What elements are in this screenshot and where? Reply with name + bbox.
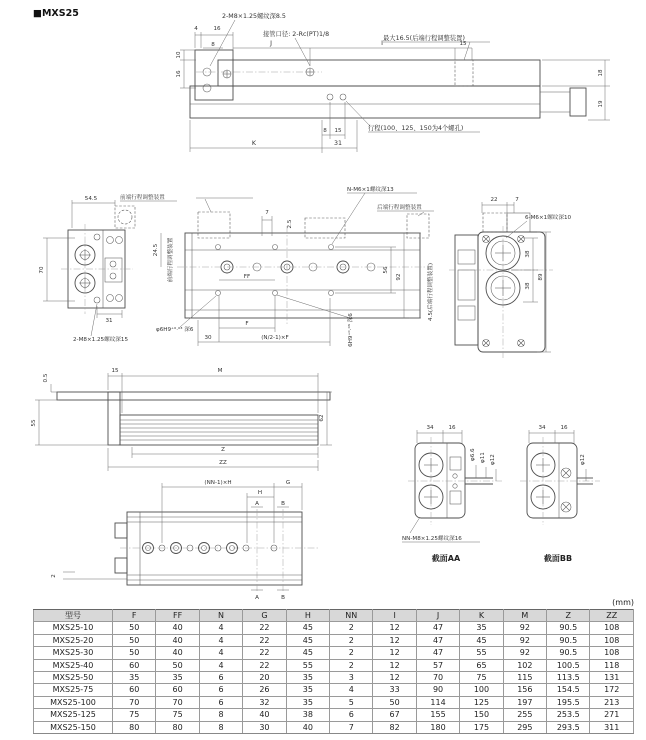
dimension-cell: 6 bbox=[199, 684, 242, 696]
side-and-bottom-view-drawing bbox=[25, 360, 360, 600]
bottom-view bbox=[115, 512, 320, 585]
rear-adjuster-note: 后端行程调整装置 bbox=[377, 205, 422, 211]
dim-label: 4 bbox=[194, 26, 198, 32]
model-cell: MXS25-125 bbox=[34, 709, 113, 721]
dimension-cell: 293.5 bbox=[547, 721, 590, 733]
section-bb bbox=[520, 425, 600, 563]
dimension-cell: 26 bbox=[243, 684, 286, 696]
dimension-cell: 45 bbox=[286, 634, 329, 646]
dimension-cell: 113.5 bbox=[547, 672, 590, 684]
dimension-cell: 125 bbox=[460, 696, 503, 708]
dim-label: 31 bbox=[333, 140, 343, 147]
dimension-cell: 22 bbox=[243, 622, 286, 634]
dim-label: 70 bbox=[39, 266, 45, 274]
dimension-cell: 50 bbox=[113, 622, 156, 634]
dimension-cell: 40 bbox=[243, 709, 286, 721]
dimension-cell: 311 bbox=[590, 721, 634, 733]
dimension-cell: 50 bbox=[113, 634, 156, 646]
dimension-cell: 4 bbox=[199, 622, 242, 634]
dimension-cell: 175 bbox=[460, 721, 503, 733]
section-aa-caption: 截面AA bbox=[431, 554, 461, 563]
dimension-cell: 172 bbox=[590, 684, 634, 696]
front-adjuster-note: 前端行程调整装置 bbox=[120, 195, 165, 201]
model-cell: MXS25-100 bbox=[34, 696, 113, 708]
table-row bbox=[34, 696, 634, 708]
dimension-cell: 33 bbox=[373, 684, 416, 696]
thread-note: 6-M6×1螺纹深10 bbox=[525, 215, 572, 221]
dim-label: 2 bbox=[51, 574, 57, 578]
column-header: K bbox=[460, 610, 503, 622]
dimension-cell: 12 bbox=[373, 647, 416, 659]
dimension-table bbox=[33, 609, 634, 734]
dimension-cell: 253.5 bbox=[547, 709, 590, 721]
column-header: Z bbox=[547, 610, 590, 622]
dim-label: 55 bbox=[31, 419, 37, 427]
dim-label: G bbox=[285, 480, 291, 486]
dimension-cell: 22 bbox=[243, 634, 286, 646]
dim-label: M bbox=[217, 368, 223, 374]
section-line-label: A bbox=[255, 595, 259, 601]
dimension-cell: 195.5 bbox=[547, 696, 590, 708]
column-header: 型号 bbox=[34, 610, 113, 622]
dimension-cell: 12 bbox=[373, 622, 416, 634]
dimension-cell: 35 bbox=[286, 696, 329, 708]
dimension-cell: 35 bbox=[113, 672, 156, 684]
dim-label: φ6.6 bbox=[470, 448, 476, 461]
column-header: NN bbox=[330, 610, 373, 622]
dimension-cell: 92 bbox=[503, 622, 546, 634]
dim-label: (N/2-1)×F bbox=[261, 335, 289, 341]
dim-label: F bbox=[245, 321, 249, 327]
dimension-cell: 80 bbox=[156, 721, 199, 733]
dim-label: 7 bbox=[515, 197, 519, 203]
dimension-cell: 55 bbox=[460, 647, 503, 659]
section-bb-caption: 截面BB bbox=[543, 554, 573, 563]
dimension-cell: 20 bbox=[243, 672, 286, 684]
column-header: H bbox=[286, 610, 329, 622]
rear-range-note: 4.5(后端行程调整装置) bbox=[428, 262, 434, 322]
dimension-cell: 60 bbox=[113, 659, 156, 671]
dimension-cell: 30 bbox=[243, 721, 286, 733]
dim-label: 34 bbox=[538, 425, 546, 431]
dim-label: 16 bbox=[176, 70, 182, 78]
dimension-cell: 47 bbox=[416, 647, 459, 659]
dimension-cell: 47 bbox=[416, 622, 459, 634]
dimension-cell: 40 bbox=[156, 634, 199, 646]
dimension-table-section bbox=[33, 598, 634, 734]
dimension-cell: 6 bbox=[199, 672, 242, 684]
dimension-cell: 47 bbox=[416, 634, 459, 646]
dimension-cell: 156 bbox=[503, 684, 546, 696]
column-header: J bbox=[416, 610, 459, 622]
dimension-cell: 6 bbox=[330, 709, 373, 721]
dimension-cell: 131 bbox=[590, 672, 634, 684]
dimension-cell: 8 bbox=[199, 721, 242, 733]
column-header: M bbox=[503, 610, 546, 622]
dimension-cell: 2 bbox=[330, 659, 373, 671]
dimension-cell: 75 bbox=[113, 709, 156, 721]
section-views-drawing bbox=[390, 415, 646, 565]
dimension-cell: 75 bbox=[460, 672, 503, 684]
dimension-cell: 50 bbox=[156, 659, 199, 671]
dimension-cell: 65 bbox=[460, 659, 503, 671]
dimension-cell: 7 bbox=[330, 721, 373, 733]
section-aa bbox=[402, 425, 502, 563]
dimension-cell: 5 bbox=[330, 696, 373, 708]
dim-label: 2.5 bbox=[287, 219, 293, 229]
table-row bbox=[34, 709, 634, 721]
dimension-cell: 154.5 bbox=[547, 684, 590, 696]
dim-label: ZZ bbox=[219, 460, 227, 466]
table-header bbox=[34, 610, 634, 622]
table-row bbox=[34, 672, 634, 684]
column-header: I bbox=[373, 610, 416, 622]
section-line-label: B bbox=[281, 501, 285, 507]
dim-label: 38 bbox=[525, 282, 531, 290]
dimension-cell: 67 bbox=[373, 709, 416, 721]
dimension-cell: 45 bbox=[286, 622, 329, 634]
dimension-cell: 60 bbox=[113, 684, 156, 696]
dim-label: H bbox=[257, 490, 263, 496]
right-end-view-dimensions bbox=[482, 197, 572, 352]
dimension-cell: 40 bbox=[286, 721, 329, 733]
dim-label: 0.5 bbox=[43, 373, 49, 383]
section-line-label: A bbox=[255, 501, 259, 507]
dimension-cell: 55 bbox=[286, 659, 329, 671]
pin-hole-note: φ6H9⁺⁰·⁰³ 深6 bbox=[156, 327, 194, 333]
dim-label: 15 bbox=[111, 368, 119, 374]
dimension-cell: 115 bbox=[503, 672, 546, 684]
dim-label: 16 bbox=[213, 26, 221, 32]
top-view-notes bbox=[210, 11, 490, 132]
dimension-cell: 271 bbox=[590, 709, 634, 721]
dimension-cell: 2 bbox=[330, 647, 373, 659]
bottom-view-dimensions bbox=[51, 480, 302, 601]
top-side-view-drawing bbox=[160, 8, 646, 163]
plan-and-end-views-drawing bbox=[25, 180, 646, 360]
dimension-cell: 12 bbox=[373, 634, 416, 646]
model-cell: MXS25-150 bbox=[34, 721, 113, 733]
dimension-cell: 12 bbox=[373, 659, 416, 671]
dimension-cell: 70 bbox=[416, 672, 459, 684]
model-cell: MXS25-75 bbox=[34, 684, 113, 696]
dimension-cell: 57 bbox=[416, 659, 459, 671]
dimension-cell: 32 bbox=[243, 696, 286, 708]
table-row bbox=[34, 647, 634, 659]
dim-label: (NN-1)×H bbox=[204, 480, 232, 486]
dimension-cell: 100.5 bbox=[547, 659, 590, 671]
dimension-cell: 100 bbox=[460, 684, 503, 696]
dim-label: K bbox=[251, 140, 257, 147]
top-view-outline bbox=[190, 50, 586, 118]
dim-label: 7 bbox=[265, 210, 269, 216]
dimension-cell: 22 bbox=[243, 647, 286, 659]
table-row bbox=[34, 684, 634, 696]
dimension-cell: 114 bbox=[416, 696, 459, 708]
dim-label: 31 bbox=[105, 318, 113, 324]
dimension-cell: 295 bbox=[503, 721, 546, 733]
model-cell: MXS25-30 bbox=[34, 647, 113, 659]
dim-label: FF bbox=[243, 274, 251, 280]
dimension-cell: 70 bbox=[113, 696, 156, 708]
right-end-view bbox=[449, 213, 553, 358]
column-header: N bbox=[199, 610, 242, 622]
dimension-cell: 150 bbox=[460, 709, 503, 721]
dim-label: φ12 bbox=[580, 454, 586, 465]
table-row bbox=[34, 622, 634, 634]
dimension-cell: 80 bbox=[113, 721, 156, 733]
model-cell: MXS25-20 bbox=[34, 634, 113, 646]
table-row bbox=[34, 659, 634, 671]
dim-label: 16 bbox=[560, 425, 568, 431]
dimension-cell: 60 bbox=[156, 684, 199, 696]
dim-label: φ11 bbox=[480, 452, 486, 463]
dim-label: 38 bbox=[525, 250, 531, 258]
dim-label: 62 bbox=[319, 414, 325, 422]
side-view bbox=[57, 392, 330, 445]
pin-hole-note-vertical: 6H9⁺⁰·⁰³ 深6 bbox=[348, 313, 354, 347]
dimension-cell: 118 bbox=[590, 659, 634, 671]
dimension-cell: 3 bbox=[330, 672, 373, 684]
dim-label: 24.5 bbox=[153, 243, 159, 257]
column-header: F bbox=[113, 610, 156, 622]
dimension-cell: 213 bbox=[590, 696, 634, 708]
dimension-cell: 197 bbox=[503, 696, 546, 708]
dim-label: 34 bbox=[426, 425, 434, 431]
dim-label: 8 bbox=[323, 128, 327, 134]
dimension-cell: 45 bbox=[460, 634, 503, 646]
model-cell: MXS25-10 bbox=[34, 622, 113, 634]
dimension-cell: 35 bbox=[286, 672, 329, 684]
dim-label: J bbox=[270, 40, 272, 47]
dim-label: 22 bbox=[490, 197, 498, 203]
model-cell: MXS25-40 bbox=[34, 659, 113, 671]
dim-label: 89 bbox=[538, 273, 544, 281]
port-note: 接管口径: 2-Rc(PT)1/8 bbox=[263, 31, 330, 38]
max-note: 最大16.5(后端行程调整装置) bbox=[383, 35, 465, 42]
dimension-cell: 108 bbox=[590, 634, 634, 646]
stroke-note: 行程(100、125、150为4个螺孔) bbox=[368, 125, 464, 132]
thread-note: 2-M8×1.25螺纹深8.5 bbox=[222, 13, 286, 20]
dim-label: 10 bbox=[176, 51, 182, 59]
dim-label: 54.5 bbox=[84, 196, 98, 202]
dim-label: Z bbox=[221, 447, 225, 453]
table-row bbox=[34, 721, 634, 733]
dim-label: 15 bbox=[459, 41, 467, 47]
dim-label: 18 bbox=[598, 69, 604, 77]
dimension-cell: 50 bbox=[113, 647, 156, 659]
dimension-cell: 40 bbox=[156, 647, 199, 659]
front-adjuster-note-vertical: 前端行程调整装置 bbox=[168, 237, 174, 283]
dim-label: I bbox=[381, 40, 383, 47]
dim-label: 16 bbox=[448, 425, 456, 431]
dimension-cell: 2 bbox=[330, 634, 373, 646]
side-view-dimensions bbox=[31, 368, 332, 471]
dimension-cell: 2 bbox=[330, 622, 373, 634]
dimension-cell: 108 bbox=[590, 647, 634, 659]
dimension-cell: 70 bbox=[156, 696, 199, 708]
dim-label: 92 bbox=[396, 273, 402, 281]
dimension-cell: 108 bbox=[590, 622, 634, 634]
dimension-cell: 4 bbox=[330, 684, 373, 696]
column-header: ZZ bbox=[590, 610, 634, 622]
dimension-cell: 22 bbox=[243, 659, 286, 671]
dimension-cell: 4 bbox=[199, 634, 242, 646]
dimension-cell: 75 bbox=[156, 709, 199, 721]
dimension-cell: 92 bbox=[503, 634, 546, 646]
dim-label: 30 bbox=[204, 335, 212, 341]
column-header: G bbox=[243, 610, 286, 622]
dimension-cell: 255 bbox=[503, 709, 546, 721]
dim-label: 56 bbox=[383, 266, 389, 274]
thread-note: NN-M8×1.25螺纹深16 bbox=[402, 536, 462, 542]
column-header: FF bbox=[156, 610, 199, 622]
model-cell: MXS25-50 bbox=[34, 672, 113, 684]
dimension-cell: 90.5 bbox=[547, 634, 590, 646]
dimension-cell: 35 bbox=[156, 672, 199, 684]
dimension-cell: 90.5 bbox=[547, 647, 590, 659]
dimension-cell: 90 bbox=[416, 684, 459, 696]
unit-note: (mm) bbox=[612, 598, 634, 607]
dimension-cell: 92 bbox=[503, 647, 546, 659]
dimension-cell: 155 bbox=[416, 709, 459, 721]
dimension-cell: 90.5 bbox=[547, 622, 590, 634]
dim-label: 8 bbox=[211, 42, 215, 48]
page-title: ■MXS25 bbox=[33, 8, 79, 19]
dimension-cell: 180 bbox=[416, 721, 459, 733]
dimension-cell: 8 bbox=[199, 709, 242, 721]
dimension-cell: 4 bbox=[199, 647, 242, 659]
dim-label: φ12 bbox=[490, 454, 496, 465]
thread-note: N-M6×1螺纹深13 bbox=[347, 187, 394, 193]
dimension-cell: 35 bbox=[460, 622, 503, 634]
plan-view-dimensions bbox=[156, 185, 434, 347]
table-row bbox=[34, 634, 634, 646]
top-view-dimensions bbox=[176, 26, 610, 153]
dimension-cell: 50 bbox=[373, 696, 416, 708]
dimension-cell: 45 bbox=[286, 647, 329, 659]
dimension-cell: 40 bbox=[156, 622, 199, 634]
section-line-label: B bbox=[281, 595, 285, 601]
thread-note: 2-M8×1.25螺纹深15 bbox=[73, 337, 129, 343]
dimension-cell: 6 bbox=[199, 696, 242, 708]
left-end-view-dimensions bbox=[39, 193, 177, 343]
dimension-cell: 38 bbox=[286, 709, 329, 721]
dimension-cell: 82 bbox=[373, 721, 416, 733]
dimension-cell: 4 bbox=[199, 659, 242, 671]
dim-label: 19 bbox=[598, 100, 604, 108]
dimension-cell: 35 bbox=[286, 684, 329, 696]
dimension-cell: 12 bbox=[373, 672, 416, 684]
dimension-cell: 102 bbox=[503, 659, 546, 671]
dim-label: 15 bbox=[334, 128, 342, 134]
